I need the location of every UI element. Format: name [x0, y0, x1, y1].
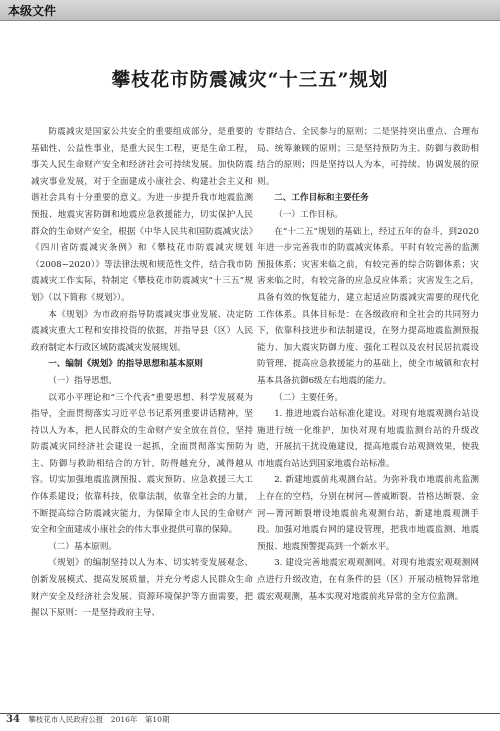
- title-block: [0, 66, 500, 92]
- section-heading: 二、工作目标和主要任务: [274, 193, 369, 204]
- publication-info: 攀枝花市人民政府公报 2016年 第10期: [28, 715, 170, 724]
- left-column: [31, 124, 253, 622]
- paragraph: 在“十二五”规划的基础上，经过五年的奋斗，到2020年进一步完善我市的防震减灾体系。平时有较完善的监测预报体系；灾害来临之前，有较完善的综合防御体系；灾害来临之时，有较完备的应急反应体系；灾害发生之后，具备有效的恢复能力，建立起适应防震减灾需要的现代化工作体系。具体目标是：在各级政府和全社会的共同努力下，依靠科技进步和法制建设，在努力提高地震监测预报能力、加大震灾防御力度、强化工程以及农村民居抗震设防管理、提高应急救援能力的基础上，使全市城镇和农村基本具备抗御6级左右地震的能力。: [257, 226, 479, 386]
- right-column: [257, 124, 479, 605]
- header-bar: [0, 0, 500, 21]
- paragraph: 本《规划》为市政府指导防震减灾事业发展、决定防震减灾重大工程和安排投资的依据，并指导县（区）人民政府制定本行政区域防震减灾发展规划。: [31, 309, 253, 353]
- paragraph: 3. 建设完善地震宏观观测网。对现有地震宏观观测网点进行升级改造，在有条件的县（区）开展动植物异常地震宏观观测，基本实现对地震前兆异常的全方位监测。: [257, 558, 479, 602]
- paragraph: 《规划》的编制坚持以人为本、切实转变发展观念、创新发展模式、提高发展质量，并充分考虑人民群众生命财产安全及经济社会发展、资源环境保护等方面需要，把握以下原则：一是坚持政府主导、: [31, 558, 253, 619]
- paragraph: 防震减灾是国家公共安全的重要组成部分，是重要的基础性、公益性事业，是重大民生工程，更是生命工程，事关人民生命财产安全和经济社会可持续发展。加快防震减灾事业发展，对于全面建成小康社会、构建社会主义和谐社会具有十分重要的意义。为进一步提升我市地震监测预报、地震灾害防御和地震应急救援能力，切实保护人民群众的生命财产安全，根据《中华人民共和国防震减灾法》《四川省防震减灾条例》和《攀枝花市防震减灾规划（2008~2020）》等法律法规和规范性文件，结合我市防震减灾工作实际，特制定《攀枝花市防震减灾“十三五”规划》（以下简称《规划》）。: [31, 127, 253, 303]
- subsection-heading: （二）基本原则。: [48, 541, 117, 552]
- subsection-heading: （一）指导思想。: [48, 375, 117, 386]
- section-label: 本级文件: [8, 4, 57, 18]
- subsection-heading: （二）主要任务。: [274, 392, 343, 403]
- footer: [6, 714, 169, 725]
- paragraph: 1. 推进地震台站标准化建设。对现有地震观测台站设施进行统一化维护，加快对现有地震监测台站的升级改造，开展抗干扰设施建设，提高地震台站观测效果，使我市地震台站达到国家地震台站标准。: [257, 409, 479, 469]
- paragraph: 以邓小平理论和“三个代表”重要思想、科学发展观为指导，全面贯彻落实习近平总书记系列重要讲话精神，坚持以人为本，把人民群众的生命财产安全放在首位，坚持防震减灾同经济社会建设一起抓，全面贯彻落实预防为主、防御与救助相结合的方针，防得越充分，减得越从容。切实加强地震监测预报、震灾预防、应急救援三大工作体系建设；依靠科技，依靠法制，依靠全社会的力量，不断提高综合防震减灾能力，为保障全市人民的生命财产安全和全面建成小康社会的伟大事业提供可靠的保障。: [31, 392, 253, 536]
- page-number: 34: [6, 714, 20, 725]
- paragraph: 专群结合、全民参与的原则；二是坚持突出重点、合理布局、统筹兼顾的原则；三是坚持预防为主、防御与救助相结合的原则；四是坚持以人为本，可持续、协调发展的原则。: [257, 127, 479, 187]
- subsection-heading: （一）工作目标。: [274, 209, 343, 220]
- paragraph: 2. 新建地震前兆观测台站。为弥补我市地震前兆监测上存在的空档，分别在树河—普威断裂、昔格达断裂、金河—箐河断裂增设地震前兆观测台站，新建地震观测手段。加强对地震台网的建设管理，把我市地震监测、地震预报、地震预警提高到一个新水平。: [257, 475, 479, 552]
- document-title: 攀枝花市防震减灾“十三五”规划: [111, 70, 389, 91]
- section-heading: 一、编制《规划》的指导思想和基本原则: [48, 359, 203, 370]
